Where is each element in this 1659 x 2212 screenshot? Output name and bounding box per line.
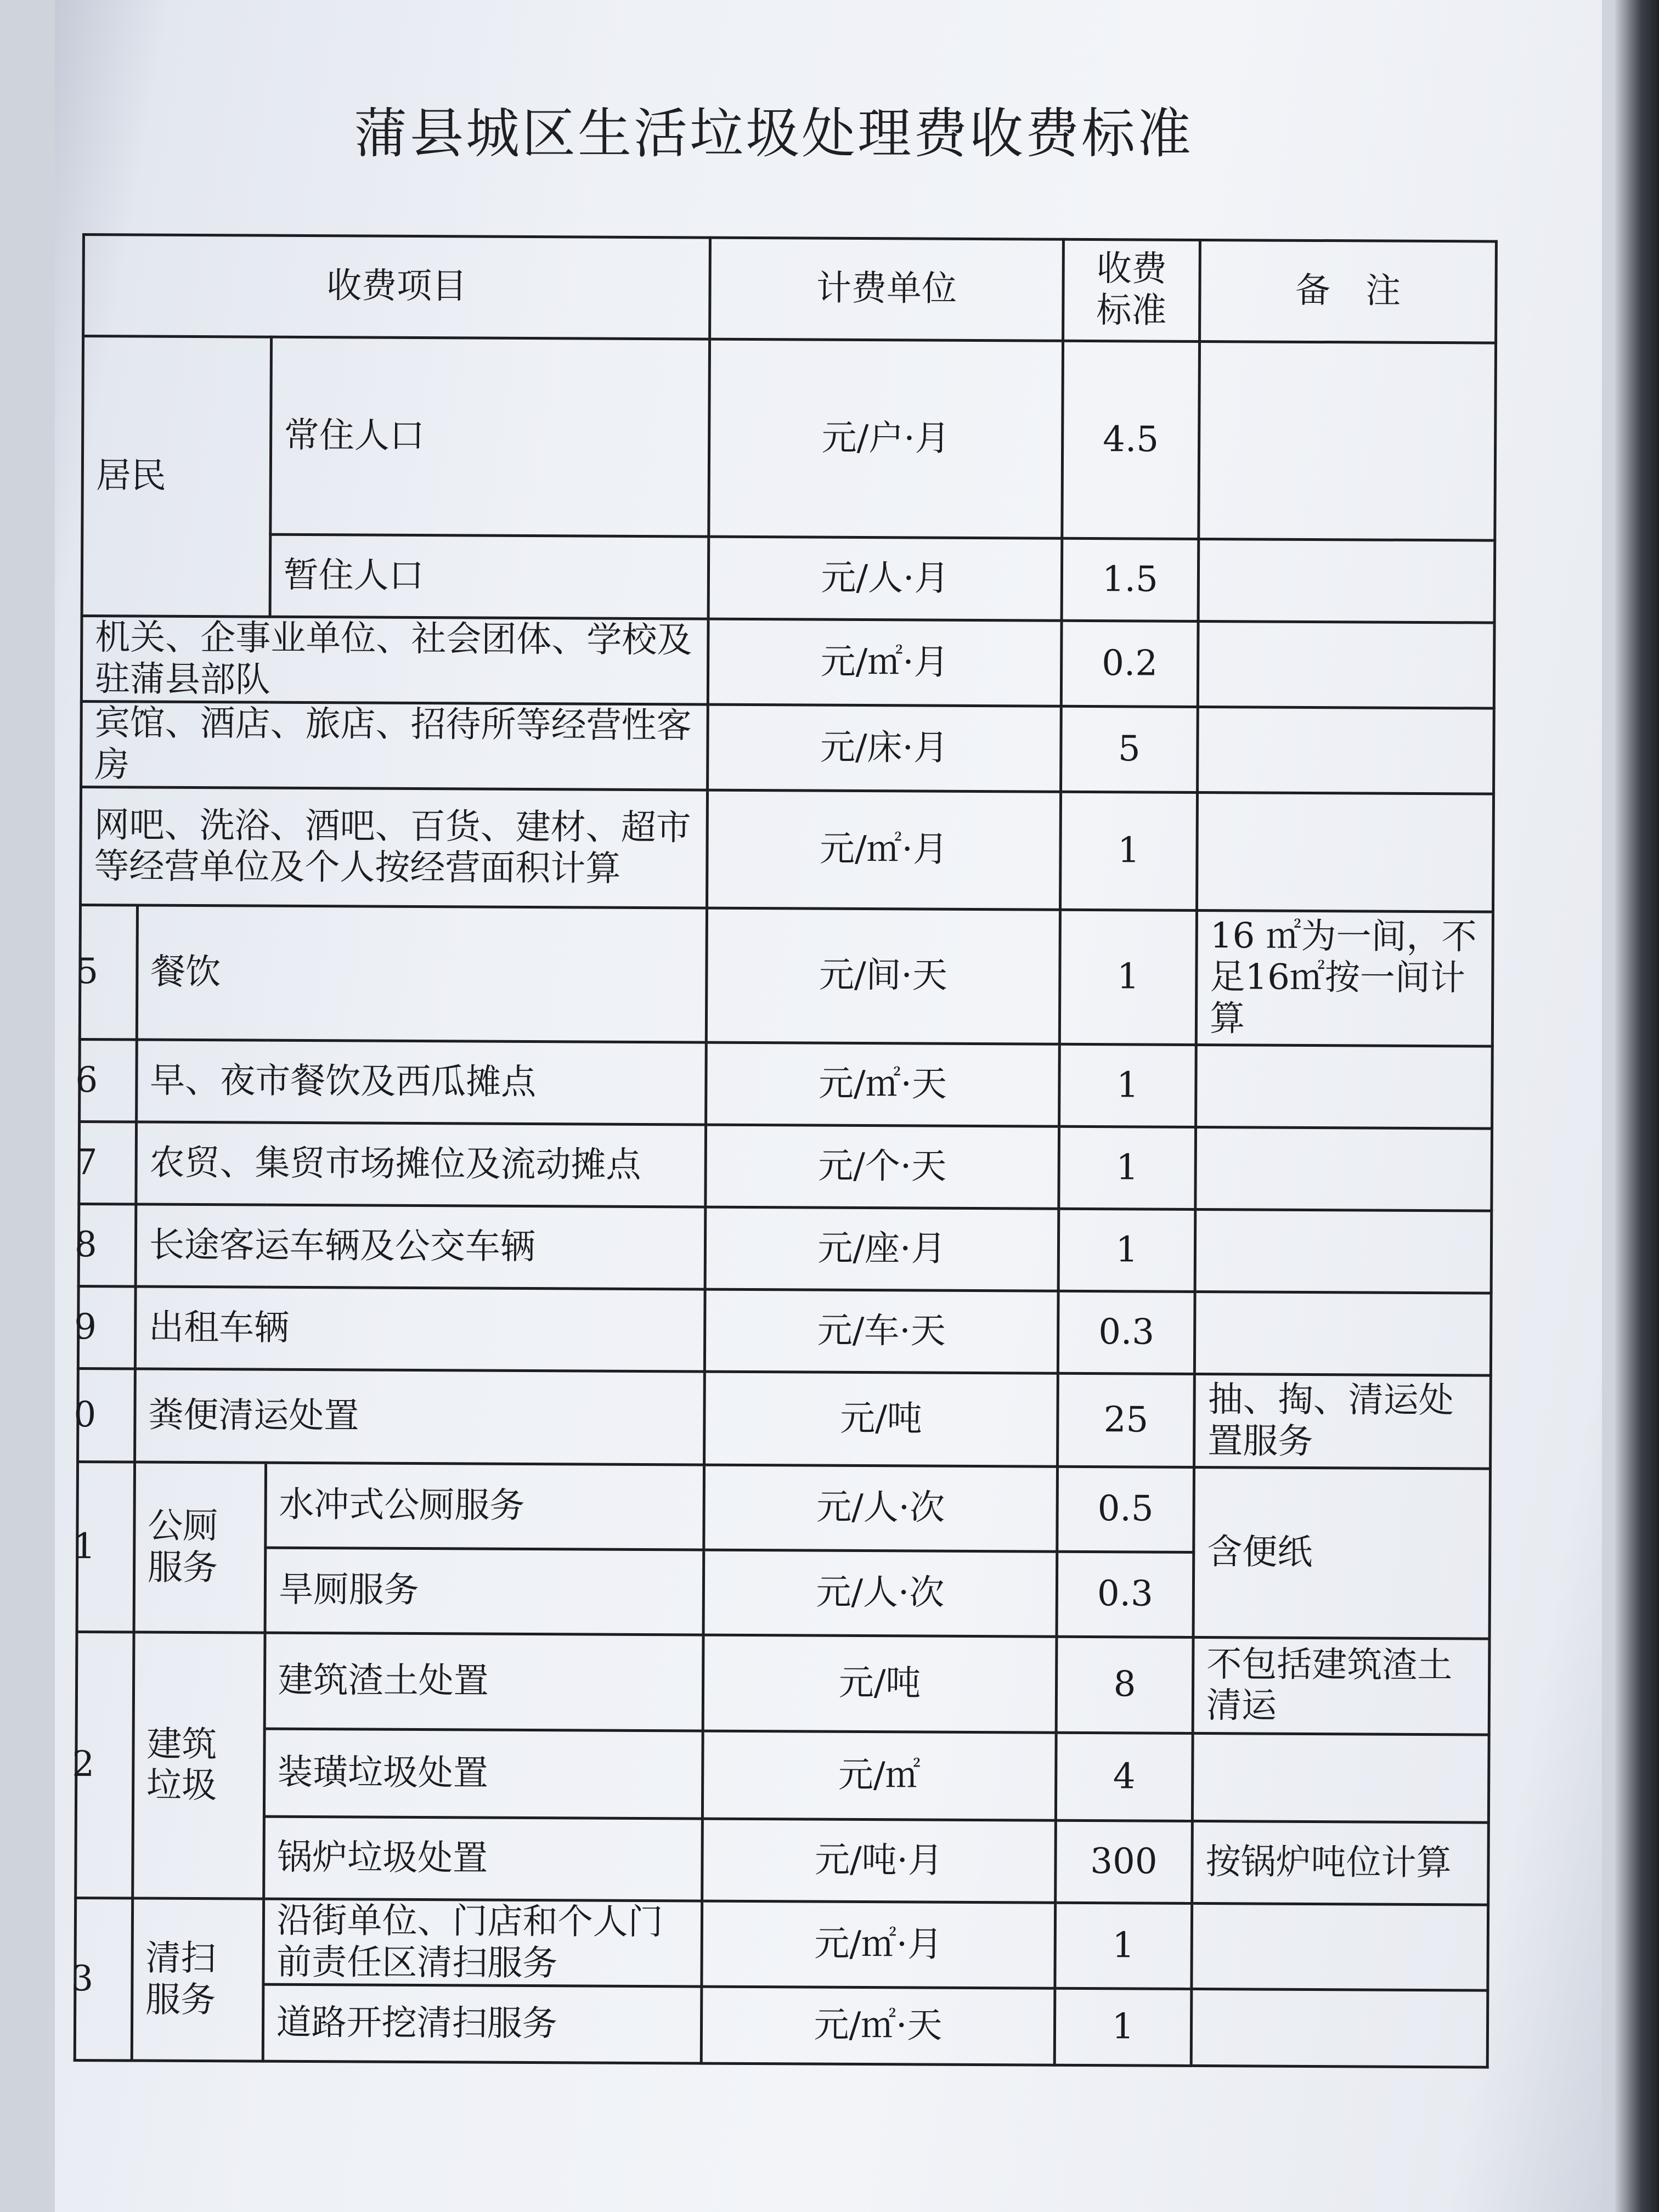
remark-cell	[1192, 1733, 1489, 1822]
unit-cell: 元/㎡·月	[708, 619, 1061, 706]
table-row	[75, 1984, 1488, 2068]
standard-cell: 5	[1060, 706, 1198, 792]
standard-cell: 1	[1059, 1126, 1196, 1209]
dark-edge	[1615, 0, 1659, 2212]
remark-cell: 抽、掏、清运处置服务	[1194, 1374, 1491, 1469]
row-number	[74, 1286, 136, 1369]
item-cell: 农贸、集贸市场摊位及流动摊点	[136, 1122, 706, 1207]
unit-cell: 元/㎡·月	[702, 1901, 1055, 1988]
header-standard	[1063, 239, 1200, 341]
row-number	[74, 1369, 136, 1463]
item-cell: 暂住人口	[270, 534, 709, 619]
remark-cell	[1196, 1045, 1493, 1129]
table-row	[76, 1816, 1489, 1905]
remark-cell	[1191, 1989, 1488, 2068]
standard-cell: 1	[1055, 1903, 1192, 1989]
standard-cell: 1	[1060, 792, 1197, 910]
document-title: 蒲县城区生活垃圾处理费收费标准	[353, 103, 1193, 165]
remark-cell: 按锅炉吨位计算	[1192, 1821, 1489, 1905]
unit-cell: 元/间·天	[706, 908, 1060, 1044]
table-row	[75, 1898, 1488, 1991]
unit-cell: 元/户·月	[709, 339, 1063, 538]
unit-cell: 元/㎡·天	[701, 1987, 1054, 2065]
standard-cell: 0.5	[1057, 1466, 1194, 1552]
table-row	[76, 1632, 1489, 1735]
row-number-text: 7	[75, 1142, 98, 1183]
fee-standard-table	[71, 233, 1498, 2069]
category-toilet: 公厕服务	[134, 1462, 266, 1633]
unit-cell: 元/车·天	[705, 1289, 1058, 1373]
remark-cell	[1198, 621, 1494, 708]
row-number	[74, 1204, 136, 1287]
remark-cell	[1197, 793, 1494, 912]
unit-cell: 元/吨	[704, 1372, 1058, 1466]
standard-cell: 1	[1059, 910, 1197, 1045]
row-number-text: 1	[73, 1526, 96, 1567]
remark-cell	[1199, 341, 1496, 540]
standard-cell: 0.3	[1057, 1551, 1194, 1637]
standard-cell: 1	[1054, 1988, 1192, 2066]
header-unit: 计费单位	[710, 238, 1064, 341]
standard-cell: 300	[1056, 1820, 1193, 1903]
standard-cell: 0.2	[1061, 620, 1198, 707]
row-number	[73, 1462, 134, 1633]
header-item: 收费项目	[83, 235, 710, 340]
remark-cell	[1195, 1127, 1492, 1211]
table-row	[80, 905, 1493, 1047]
item-cell: 水冲式公厕服务	[265, 1463, 704, 1550]
header-standard-line2: 标准	[1096, 290, 1167, 331]
table-row	[77, 1462, 1491, 1554]
unit-cell: 元/座·月	[705, 1207, 1058, 1291]
remark-cell: 16 ㎡为一间，不足16㎡按一间计算	[1196, 911, 1493, 1047]
unit-cell: 元/人·次	[703, 1550, 1057, 1637]
row-number-text: 5	[76, 951, 99, 992]
row-number-text: 0	[74, 1394, 97, 1435]
standard-cell: 25	[1057, 1373, 1194, 1467]
unit-cell: 元/㎡·天	[706, 1042, 1059, 1126]
remark-cell	[1192, 1903, 1488, 1990]
category-construction: 建筑垃圾	[132, 1632, 264, 1899]
row-number	[75, 1040, 137, 1122]
header-remark: 备 注	[1200, 240, 1497, 343]
item-cell: 宾馆、酒店、旅店、招待所等经营性客房	[81, 702, 708, 791]
item-cell: 装璜垃圾处置	[264, 1729, 703, 1819]
remark-cell	[1194, 1291, 1491, 1375]
table-row	[81, 787, 1494, 912]
remark-cell	[1198, 707, 1494, 794]
table-row	[82, 534, 1495, 623]
table-row	[79, 1122, 1492, 1211]
row-number	[72, 1632, 134, 1899]
row-number	[76, 905, 137, 1040]
row-number-text: 9	[74, 1306, 97, 1347]
item-cell: 锅炉垃圾处置	[263, 1816, 702, 1901]
item-cell: 网吧、洗浴、酒吧、百货、建材、超市等经营单位及个人按经营面积计算	[81, 787, 708, 909]
item-cell: 粪便清运处置	[134, 1369, 704, 1465]
item-cell: 早、夜市餐饮及西瓜摊点	[136, 1040, 706, 1125]
unit-cell: 元/吨	[703, 1635, 1057, 1733]
standard-cell: 8	[1056, 1637, 1193, 1733]
header-standard-line1: 收费	[1096, 249, 1167, 290]
table-row	[78, 1286, 1491, 1376]
table-row	[78, 1369, 1491, 1469]
item-cell: 出租车辆	[135, 1286, 705, 1372]
row-number	[71, 1898, 132, 2061]
standard-cell: 1.5	[1062, 538, 1199, 621]
remark-cell	[1198, 539, 1495, 623]
item-cell: 沿街单位、门店和个人门前责任区清扫服务	[263, 1899, 702, 1987]
row-number	[75, 1122, 137, 1205]
table-header-row	[83, 235, 1497, 343]
item-cell: 常住人口	[270, 337, 709, 537]
standard-cell: 4	[1056, 1733, 1193, 1821]
row-number-text: 3	[71, 1958, 94, 1999]
unit-cell: 元/人·次	[704, 1465, 1057, 1551]
table-row	[78, 1204, 1492, 1294]
unit-cell: 元/床·月	[708, 704, 1061, 792]
item-cell: 道路开挖清扫服务	[263, 1984, 702, 2063]
unit-cell: 元/㎡·月	[707, 790, 1061, 910]
unit-cell: 元/吨·月	[702, 1819, 1056, 1903]
unit-cell: 元/㎡	[703, 1731, 1057, 1820]
remark-cell: 不包括建筑渣土清运	[1193, 1637, 1489, 1735]
table-row	[80, 1040, 1493, 1129]
table-row	[82, 336, 1496, 541]
remark-cell: 含便纸	[1193, 1467, 1490, 1639]
item-cell: 长途客运车辆及公交车辆	[136, 1204, 706, 1289]
row-number-text: 2	[72, 1744, 95, 1785]
item-cell: 餐饮	[137, 905, 707, 1042]
standard-cell: 4.5	[1062, 341, 1200, 539]
table-row	[81, 702, 1494, 794]
category-cleaning: 清扫服务	[132, 1898, 263, 2061]
row-number-text: 6	[75, 1059, 98, 1101]
row-number-text: 8	[74, 1224, 97, 1265]
standard-cell: 1	[1058, 1209, 1195, 1291]
table-row	[76, 1728, 1489, 1823]
unit-cell: 元/人·月	[708, 537, 1062, 620]
unit-cell: 元/个·天	[706, 1125, 1059, 1209]
item-cell: 机关、企事业单位、社会团体、学校及驻蒲县部队	[81, 616, 708, 705]
standard-cell: 1	[1059, 1044, 1196, 1127]
item-cell: 旱厕服务	[265, 1548, 704, 1635]
standard-cell: 0.3	[1058, 1291, 1195, 1374]
table-row	[81, 616, 1494, 709]
category-residents: 居民	[82, 336, 271, 617]
item-cell: 建筑渣土处置	[264, 1633, 703, 1731]
remark-cell	[1195, 1209, 1492, 1293]
